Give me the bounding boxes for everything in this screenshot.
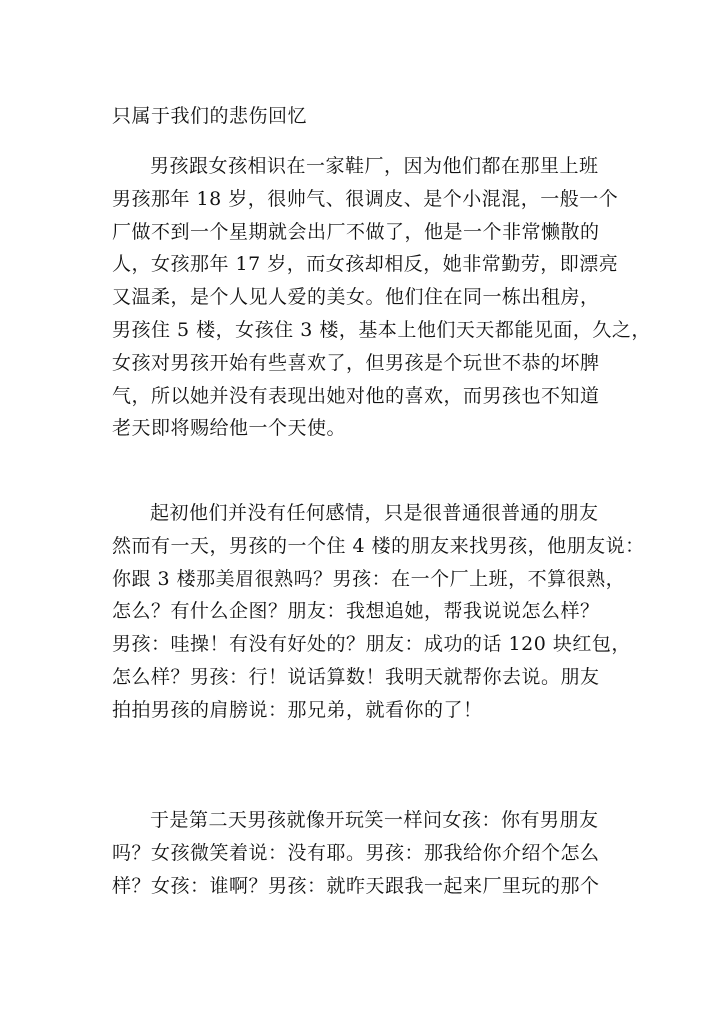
paragraph-line: 又温柔，是个人见人爱的美女。他们住在同一栋出租房， <box>112 286 600 309</box>
paragraph-line: 人，女孩那年 17 岁，而女孩却相反，她非常勤劳，即漂亮 <box>112 253 619 276</box>
paragraph-line: 样？女孩：谁啊？男孩：就昨天跟我一起来厂里玩的那个 <box>112 874 600 897</box>
paragraph-line: 怎么样？男孩：行！说话算数！我明天就帮你去说。朋友 <box>112 665 600 688</box>
paragraph-line: 男孩跟女孩相识在一家鞋厂，因为他们都在那里上班 <box>150 155 599 177</box>
paragraph-line: 怎么？有什么企图？朋友：我想追她，帮我说说怎么样？ <box>112 600 600 623</box>
paragraph-line: 然而有一天，男孩的一个住 4 楼的朋友来找男孩，他朋友说： <box>112 534 645 557</box>
paragraph-line: 吗？女孩微笑着说：没有耶。男孩：那我给你介绍个怎么 <box>112 841 600 864</box>
paragraph-line: 女孩对男孩开始有些喜欢了，但男孩是个玩世不恭的坏脾 <box>112 351 600 374</box>
paragraph-line: 男孩那年 18 岁，很帅气、很调皮、是个小混混，一般一个 <box>112 187 619 210</box>
paragraph-1 <box>112 150 651 445</box>
paragraph-line: 老天即将赐给他一个天使。 <box>112 417 347 440</box>
paragraph-line: 男孩：哇操！有没有好处的？朋友：成功的话 120 块红包， <box>112 633 631 656</box>
paragraph-line: 起初他们并没有任何感情，只是很普通很普通的朋友 <box>150 502 599 524</box>
paragraph-3 <box>112 804 612 902</box>
paragraph-line: 你跟 3 楼那美眉很熟吗？男孩：在一个厂上班，不算很熟， <box>112 567 626 590</box>
paragraph-line: 于是第二天男孩就像开玩笑一样问女孩：你有男朋友 <box>150 809 599 831</box>
paragraph-line: 厂做不到一个星期就会出厂不做了，他是一个非常懒散的 <box>112 220 600 243</box>
paragraph-line: 男孩住 5 楼，女孩住 3 楼，基本上他们天天都能见面，久之， <box>112 318 651 341</box>
paragraph-line: 拍拍男孩的肩膀说：那兄弟，就看你的了！ <box>112 698 483 721</box>
paragraph-2 <box>112 497 645 727</box>
paragraph-line: 气，所以她并没有表现出她对他的喜欢，而男孩也不知道 <box>112 384 600 407</box>
document-title: 只属于我们的悲伤回忆 <box>112 105 308 127</box>
